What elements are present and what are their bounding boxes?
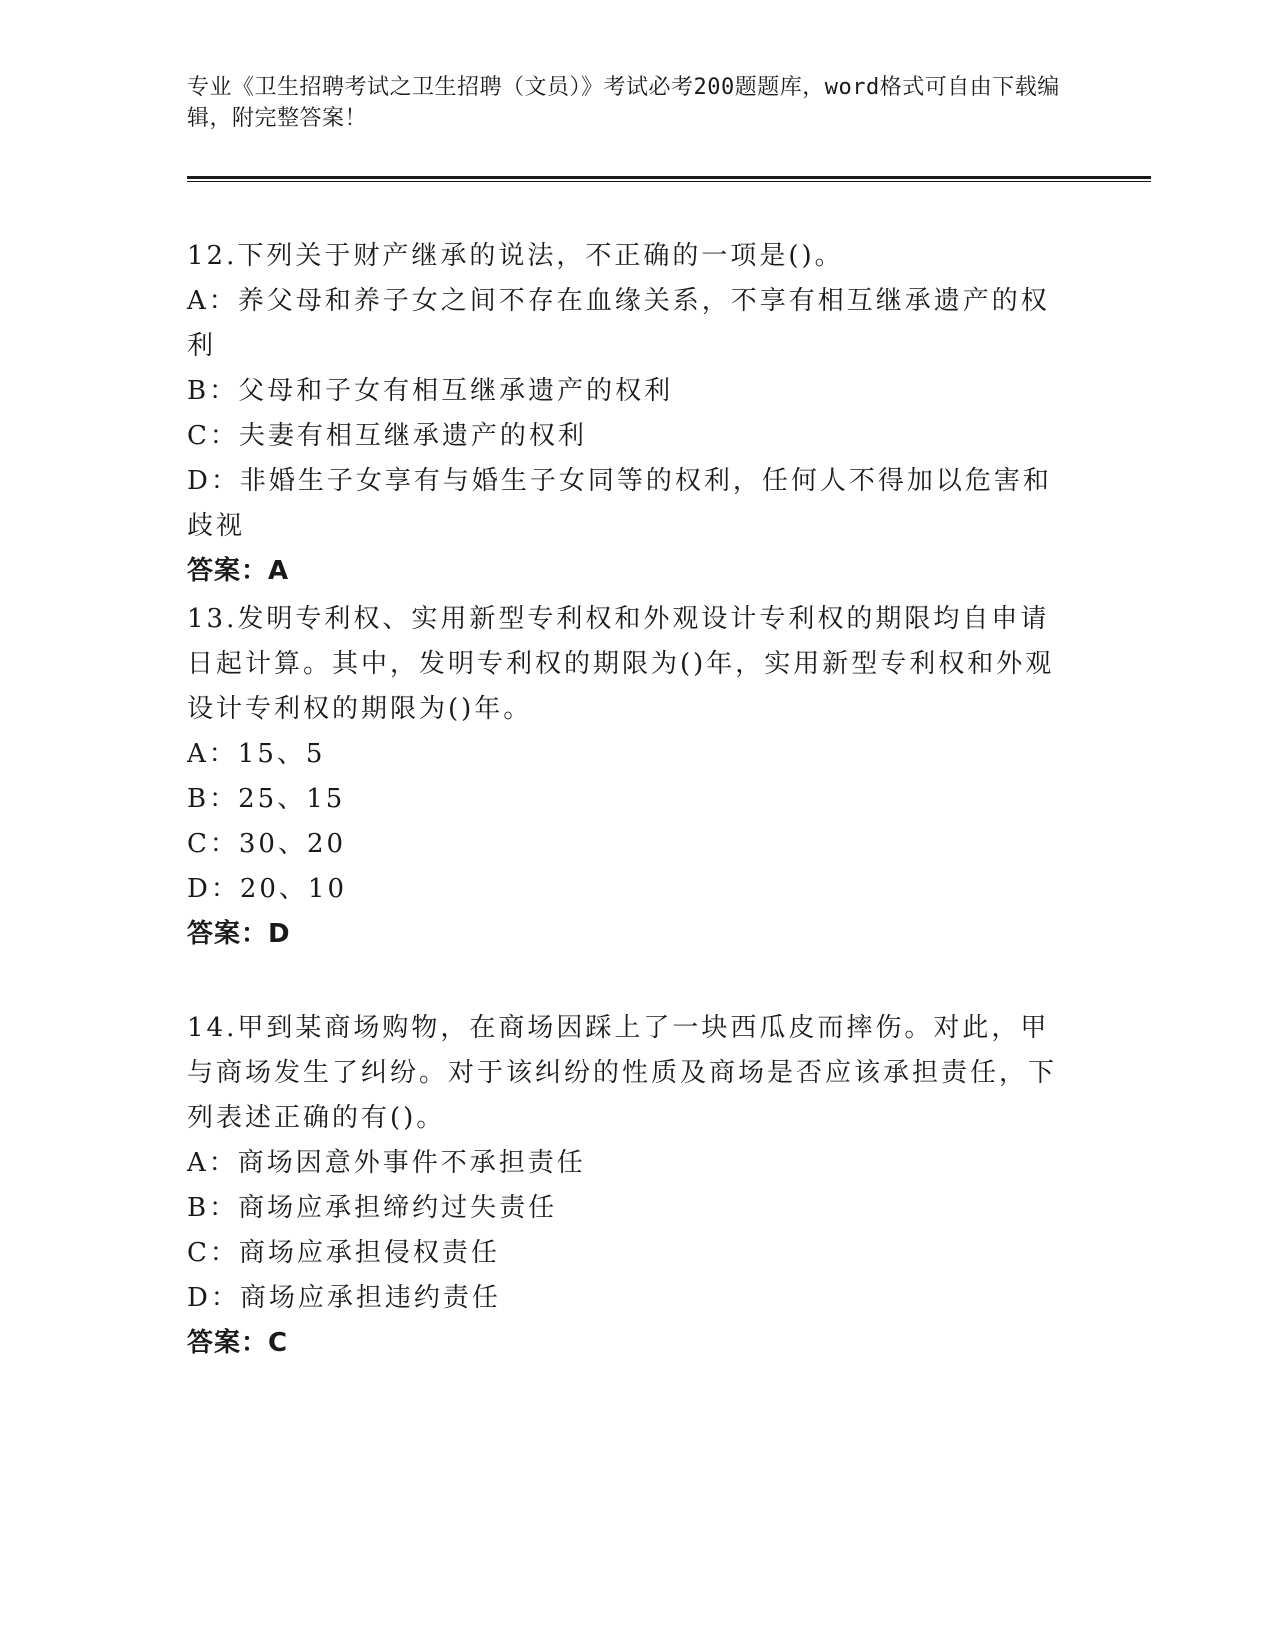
- option-a: A：养父母和养子女之间不存在血缘关系，不享有相互继承遗产的权利: [187, 286, 1050, 361]
- answer-line: 答案：D: [187, 919, 291, 949]
- option-c: C：商场应承担侵权责任: [187, 1238, 500, 1268]
- header-divider-thin: [187, 181, 1151, 182]
- header-divider-thick: [187, 176, 1151, 179]
- question-14: [187, 1006, 1067, 1366]
- option-c: C：30、20: [187, 829, 347, 859]
- option-a: A：15、5: [187, 739, 326, 769]
- question-12: [187, 234, 1067, 594]
- option-d: D：20、10: [187, 874, 348, 904]
- question-stem: 14.甲到某商场购物，在商场因踩上了一块西瓜皮而摔伤。对此，甲与商场发生了纠纷。对于该纠纷的性质及商场是否应该承担责任，下列表述正确的有()。: [187, 1013, 1058, 1133]
- question-stem: 13.发明专利权、实用新型专利权和外观设计专利权的期限均自申请日起计算。其中，发明专利权的期限为()年，实用新型专利权和外观设计专利权的期限为()年。: [187, 604, 1055, 724]
- option-d: D：商场应承担违约责任: [187, 1283, 501, 1313]
- option-c: C：夫妻有相互继承遗产的权利: [187, 421, 587, 451]
- option-d: D：非婚生子女享有与婚生子女同等的权利，任何人不得加以危害和歧视: [187, 466, 1052, 541]
- document-header: 专业《卫生招聘考试之卫生招聘（文员）》考试必考200题题库，word格式可自由下载编辑，附完整答案！: [187, 75, 1060, 131]
- question-stem: 12.下列关于财产继承的说法，不正确的一项是()。: [187, 241, 844, 271]
- option-b: B：父母和子女有相互继承遗产的权利: [187, 376, 674, 406]
- option-b: B：商场应承担缔约过失责任: [187, 1193, 558, 1223]
- answer-line: 答案：A: [187, 556, 290, 586]
- option-b: B：25、15: [187, 784, 346, 814]
- answer-line: 答案：C: [187, 1328, 289, 1358]
- question-13: [187, 597, 1067, 957]
- option-a: A：商场因意外事件不承担责任: [187, 1148, 586, 1178]
